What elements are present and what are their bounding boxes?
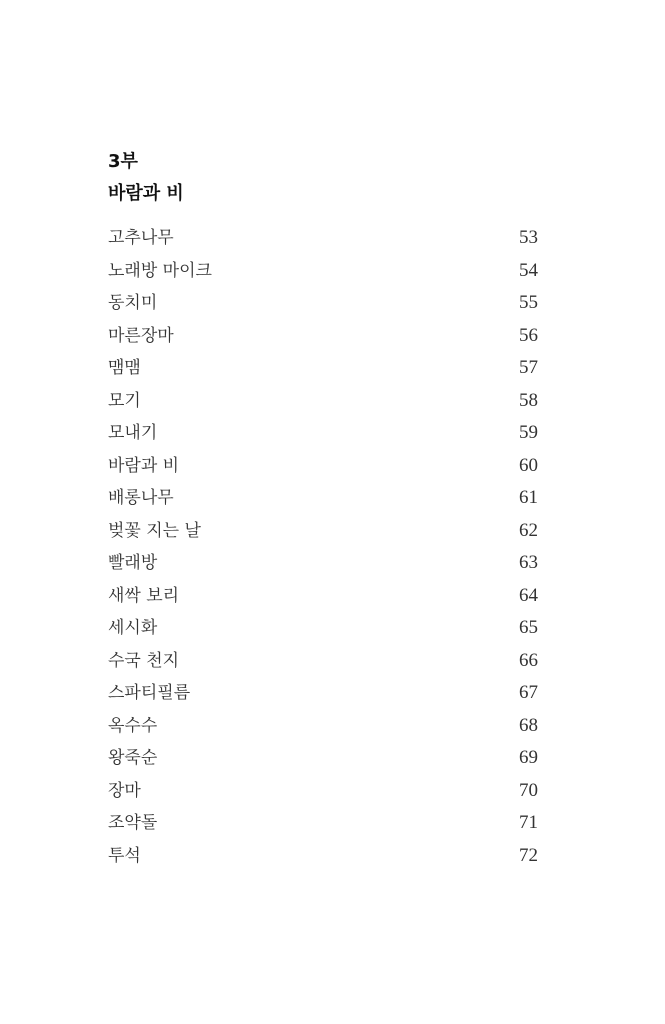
toc-entry[interactable] xyxy=(108,714,538,747)
entry-title: 고추나무 xyxy=(108,228,174,248)
toc-entry[interactable] xyxy=(108,356,538,389)
toc-entry[interactable] xyxy=(108,746,538,779)
entry-page-number: 63 xyxy=(519,552,538,573)
entry-title: 동치미 xyxy=(108,293,158,313)
toc-entry[interactable] xyxy=(108,779,538,812)
entry-page-number: 54 xyxy=(519,259,538,281)
toc-entry[interactable] xyxy=(108,324,538,357)
entry-page-number: 64 xyxy=(519,584,538,606)
entry-title: 모내기 xyxy=(108,423,158,443)
entry-title: 맴맴 xyxy=(108,358,141,378)
table-of-contents xyxy=(108,226,538,876)
entry-title: 옥수수 xyxy=(108,715,158,736)
entry-title: 수국 천지 xyxy=(108,650,180,671)
toc-entry[interactable] xyxy=(108,584,538,617)
entry-page-number: 55 xyxy=(519,292,538,313)
toc-entry[interactable] xyxy=(108,454,538,487)
toc-entry[interactable] xyxy=(108,486,538,519)
toc-entry[interactable] xyxy=(108,811,538,844)
entry-page-number: 58 xyxy=(519,389,538,411)
entry-page-number: 61 xyxy=(519,487,538,508)
toc-entry[interactable] xyxy=(108,551,538,584)
entry-title: 마른장마 xyxy=(108,325,174,346)
entry-title: 장마 xyxy=(108,780,141,801)
entry-page-number: 65 xyxy=(519,617,538,638)
entry-page-number: 53 xyxy=(519,227,538,248)
entry-title: 새싹 보리 xyxy=(108,585,180,606)
toc-entry[interactable] xyxy=(108,291,538,324)
entry-page-number: 69 xyxy=(519,747,538,768)
entry-title: 벚꽃 지는 날 xyxy=(108,520,201,541)
entry-page-number: 56 xyxy=(519,324,538,346)
entry-title: 조약돌 xyxy=(108,813,158,833)
entry-page-number: 67 xyxy=(519,682,538,703)
entry-title: 투석 xyxy=(108,845,141,866)
entry-page-number: 60 xyxy=(519,454,538,476)
entry-title: 바람과 비 xyxy=(108,455,180,476)
part-label: 3부 xyxy=(108,151,138,172)
entry-page-number: 59 xyxy=(519,422,538,443)
toc-entry[interactable] xyxy=(108,649,538,682)
entry-title: 세시화 xyxy=(108,618,158,638)
entry-title: 모기 xyxy=(108,390,141,411)
entry-title: 스파티필름 xyxy=(108,683,191,703)
entry-page-number: 62 xyxy=(519,519,538,541)
entry-title: 왕죽순 xyxy=(108,748,158,768)
toc-entry[interactable] xyxy=(108,421,538,454)
entry-page-number: 72 xyxy=(519,844,538,866)
entry-page-number: 68 xyxy=(519,714,538,736)
entry-page-number: 71 xyxy=(519,812,538,833)
toc-entry[interactable] xyxy=(108,259,538,292)
toc-entry[interactable] xyxy=(108,226,538,259)
toc-entry[interactable] xyxy=(108,844,538,877)
entry-title: 빨래방 xyxy=(108,553,158,573)
entry-title: 배롱나무 xyxy=(108,488,174,508)
part-title: 바람과 비 xyxy=(108,183,184,204)
toc-entry[interactable] xyxy=(108,389,538,422)
entry-page-number: 66 xyxy=(519,649,538,671)
entry-page-number: 57 xyxy=(519,357,538,378)
entry-page-number: 70 xyxy=(519,779,538,801)
toc-entry[interactable] xyxy=(108,681,538,714)
entry-title: 노래방 마이크 xyxy=(108,260,212,281)
toc-entry[interactable] xyxy=(108,616,538,649)
toc-entry[interactable] xyxy=(108,519,538,552)
